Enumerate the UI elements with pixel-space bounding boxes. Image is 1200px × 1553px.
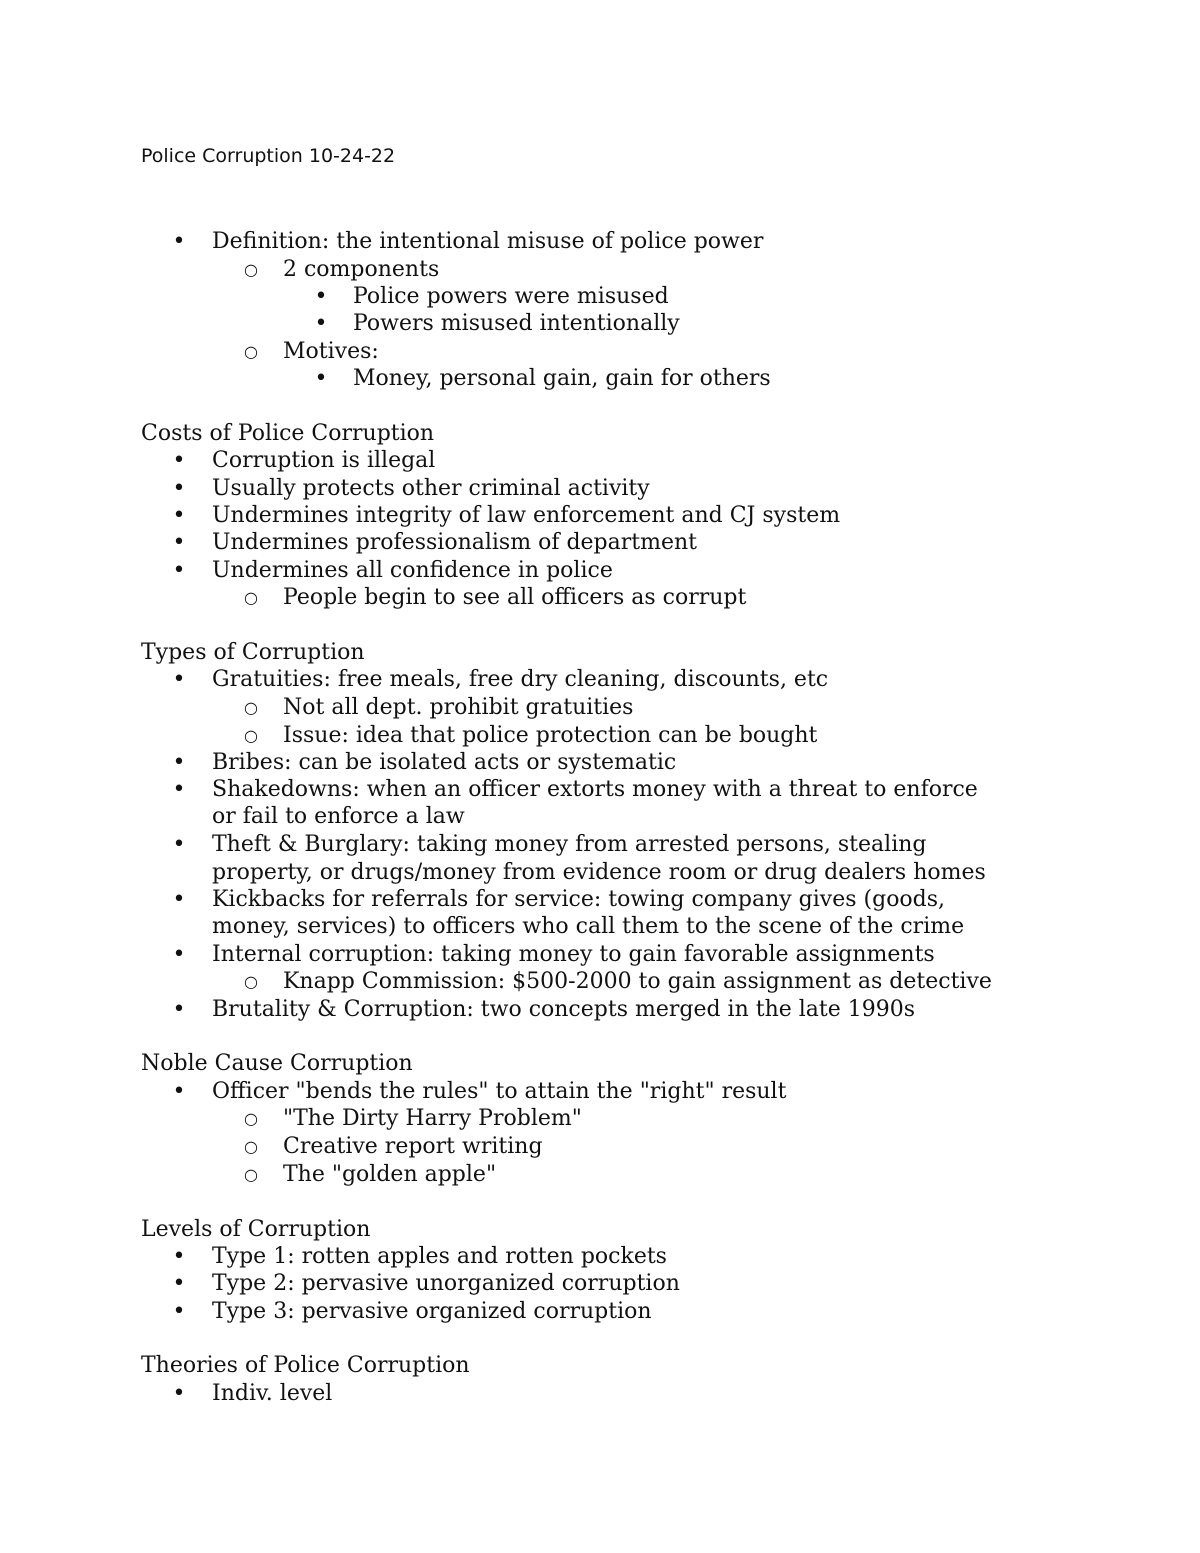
list-item: Officer "bends the rules" to attain the "right" result: [212, 1079, 787, 1104]
motives-label: Motives:: [283, 339, 379, 364]
bullet-icon: •: [172, 229, 186, 254]
component-item: Police powers were misused: [353, 284, 669, 309]
bullet-icon: •: [172, 476, 186, 501]
hollow-bullet-icon: ○: [244, 588, 258, 607]
sub-item: Knapp Commission: $500-2000 to gain assignment as detective: [283, 969, 992, 994]
list-item-continuation: property, or drugs/money from evidence room or drug dealers homes: [212, 860, 986, 885]
list-item: Type 1: rotten apples and rotten pockets: [212, 1244, 667, 1269]
components-label: 2 components: [283, 257, 440, 282]
bullet-icon: •: [172, 530, 186, 555]
list-item-continuation: or fail to enforce a law: [212, 804, 465, 829]
list-item: Type 3: pervasive organized corruption: [212, 1299, 652, 1324]
hollow-bullet-icon: ○: [244, 972, 258, 991]
bullet-icon: •: [314, 284, 328, 309]
sub-item: Not all dept. prohibit gratuities: [283, 695, 634, 720]
hollow-bullet-icon: ○: [244, 260, 258, 279]
list-item: Bribes: can be isolated acts or systematic: [212, 750, 677, 775]
section-heading-noble-cause: Noble Cause Corruption: [141, 1051, 413, 1076]
bullet-icon: •: [172, 1271, 186, 1296]
bullet-icon: •: [172, 558, 186, 583]
list-item: Shakedowns: when an officer extorts money with a threat to enforce: [212, 777, 978, 802]
component-item: Powers misused intentionally: [353, 311, 680, 336]
motive-item: Money, personal gain, gain for others: [353, 366, 771, 391]
list-item: Undermines integrity of law enforcement and CJ system: [212, 503, 841, 528]
document-title: Police Corruption 10-24-22: [141, 145, 396, 167]
section-heading-costs: Costs of Police Corruption: [141, 421, 435, 446]
list-item: Indiv. level: [212, 1381, 333, 1406]
hollow-bullet-icon: ○: [244, 1109, 258, 1128]
hollow-bullet-icon: ○: [244, 726, 258, 745]
bullet-icon: •: [314, 311, 328, 336]
bullet-icon: •: [172, 503, 186, 528]
list-item: Corruption is illegal: [212, 448, 436, 473]
sub-item: The "golden apple": [283, 1162, 497, 1187]
bullet-icon: •: [172, 1079, 186, 1104]
sub-item: Issue: idea that police protection can be bought: [283, 723, 818, 748]
bullet-icon: •: [172, 448, 186, 473]
sub-item: Creative report writing: [283, 1134, 543, 1159]
section-heading-theories: Theories of Police Corruption: [141, 1353, 470, 1378]
bullet-icon: •: [172, 1381, 186, 1406]
bullet-icon: •: [172, 667, 186, 692]
bullet-icon: •: [172, 1299, 186, 1324]
hollow-bullet-icon: ○: [244, 1165, 258, 1184]
list-item: Kickbacks for referrals for service: towing company gives (goods,: [212, 887, 946, 912]
bullet-icon: •: [172, 777, 186, 802]
list-item: Brutality & Corruption: two concepts merged in the late 1990s: [212, 997, 916, 1022]
list-item: Type 2: pervasive unorganized corruption: [212, 1271, 680, 1296]
list-item: Undermines all confidence in police: [212, 558, 613, 583]
list-item: Theft & Burglary: taking money from arrested persons, stealing: [212, 832, 927, 857]
list-item: Usually protects other criminal activity: [212, 476, 650, 501]
sub-item: "The Dirty Harry Problem": [283, 1106, 582, 1131]
list-item: Internal corruption: taking money to gain favorable assignments: [212, 942, 935, 967]
section-heading-levels: Levels of Corruption: [141, 1217, 371, 1242]
hollow-bullet-icon: ○: [244, 1137, 258, 1156]
list-item: Gratuities: free meals, free dry cleaning, discounts, etc: [212, 667, 829, 692]
bullet-icon: •: [172, 750, 186, 775]
hollow-bullet-icon: ○: [244, 698, 258, 717]
bullet-icon: •: [172, 997, 186, 1022]
section-heading-types: Types of Corruption: [141, 640, 365, 665]
bullet-icon: •: [172, 1244, 186, 1269]
definition-item: Definition: the intentional misuse of police power: [212, 229, 764, 254]
bullet-icon: •: [172, 942, 186, 967]
bullet-icon: •: [314, 366, 328, 391]
list-item: Undermines professionalism of department: [212, 530, 697, 555]
sub-item: People begin to see all officers as corrupt: [283, 585, 747, 610]
list-item-continuation: money, services) to officers who call them to the scene of the crime: [212, 914, 965, 939]
hollow-bullet-icon: ○: [244, 342, 258, 361]
bullet-icon: •: [172, 887, 186, 912]
bullet-icon: •: [172, 832, 186, 857]
